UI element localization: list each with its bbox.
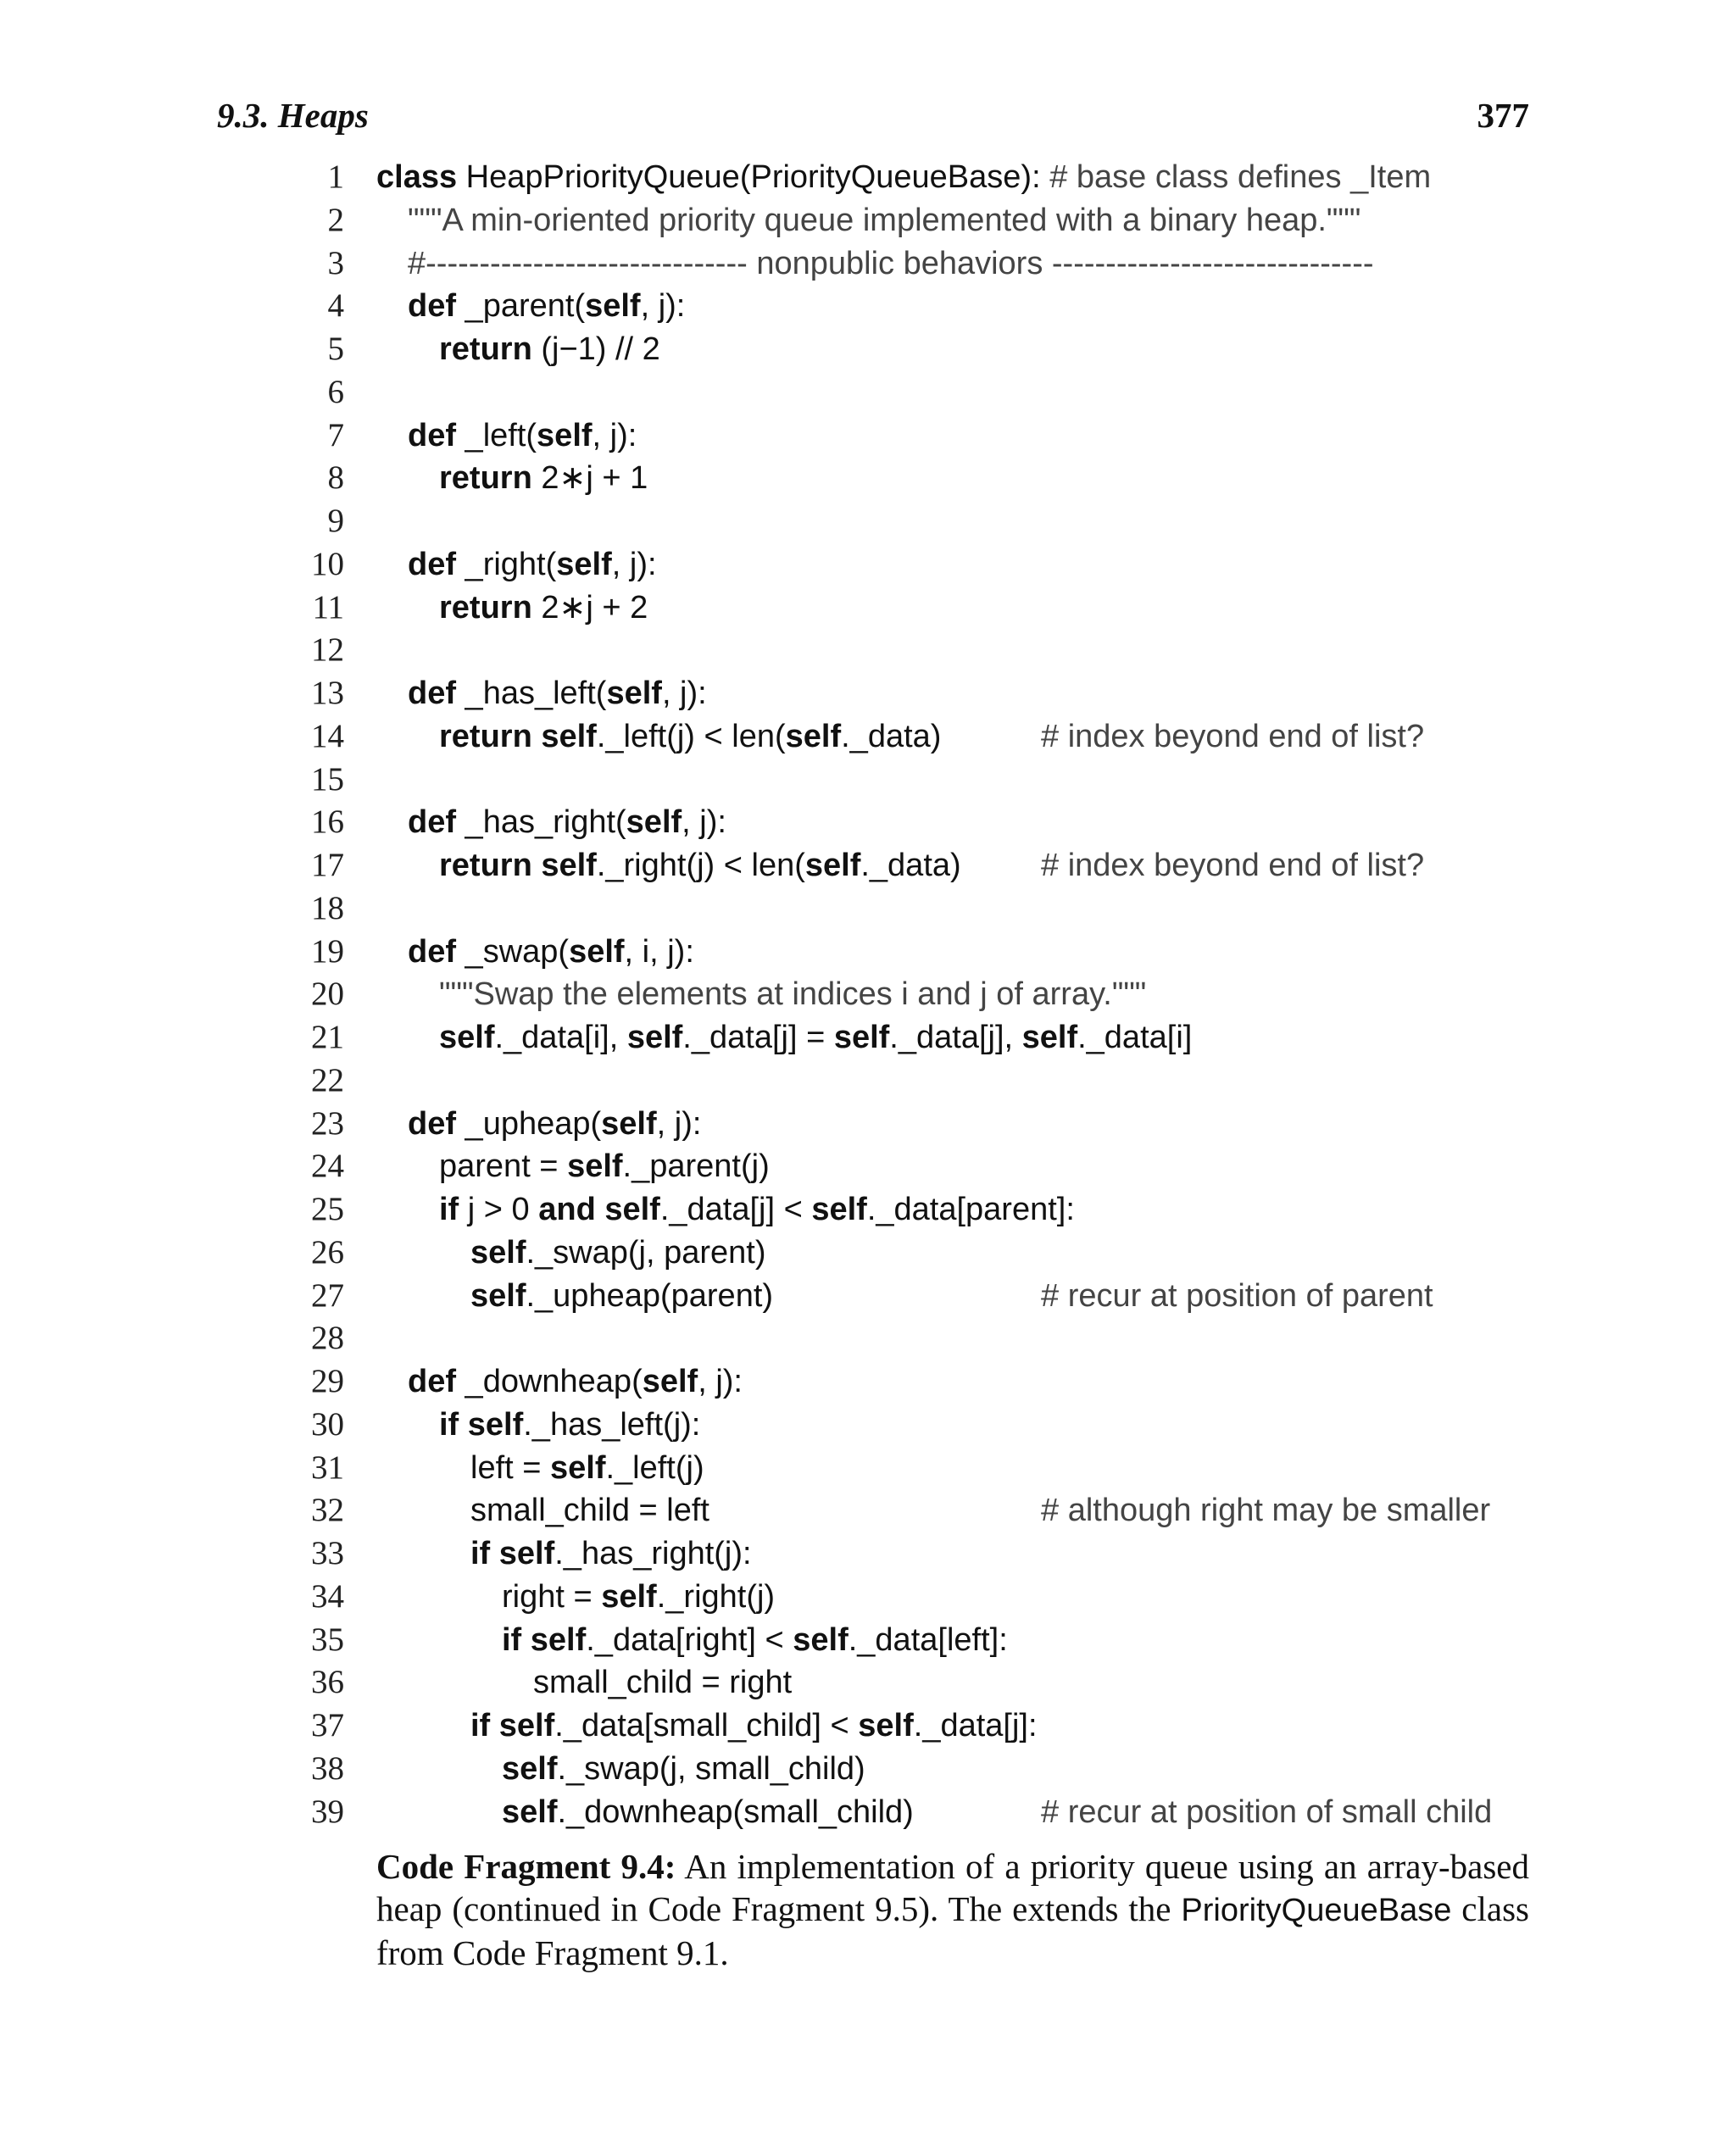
line-number: 39 (311, 1793, 344, 1830)
code-line (254, 543, 1577, 587)
code-comment: # recur at position of parent (1041, 1277, 1433, 1314)
line-number: 6 (327, 373, 344, 410)
code-text: return 2∗j + 1 (439, 460, 648, 497)
code-line (254, 629, 1577, 672)
code-text: def _right(self, j): (408, 546, 657, 582)
code-line (254, 1103, 1577, 1146)
line-number: 27 (311, 1276, 344, 1314)
line-number: 20 (311, 976, 344, 1013)
code-line (254, 1791, 1577, 1834)
code-text: def _has_left(self, j): (408, 676, 707, 711)
line-number: 11 (312, 588, 344, 626)
caption-text-before: An implementation of a priority queue using an array-based heap (continued in Code Fragment 9.5). The extends the (376, 1847, 1530, 1928)
code-text: self._data[i], self._data[j] = self._data[j], self._data[i] (439, 1020, 1193, 1055)
code-text: if self._data[small_child] < self._data[j]: (470, 1708, 1038, 1743)
code-line (254, 801, 1577, 844)
line-number: 9 (327, 503, 344, 539)
code-line (254, 1232, 1577, 1275)
line-number: 26 (311, 1233, 344, 1271)
code-line (254, 1059, 1577, 1103)
code-text: def _swap(self, i, j): (408, 933, 694, 970)
code-line (254, 887, 1577, 931)
line-number: 33 (311, 1535, 344, 1571)
line-number: 22 (311, 1061, 344, 1098)
line-number: 29 (311, 1363, 344, 1399)
code-text: return 2∗j + 2 (439, 589, 648, 626)
line-number: 5 (327, 331, 344, 367)
code-line (254, 1447, 1577, 1490)
line-number: 15 (311, 760, 344, 798)
code-line (254, 242, 1577, 286)
code-line (254, 371, 1577, 414)
code-fragment-caption (376, 1845, 1529, 1974)
code-line (254, 973, 1577, 1016)
code-text: if self._has_right(j): (470, 1536, 752, 1571)
code-text: small_child = left (470, 1493, 709, 1529)
line-number: 34 (311, 1577, 344, 1615)
code-text: """A min-oriented priority queue implemented with a binary heap.""" (408, 202, 1361, 238)
code-line (254, 1661, 1577, 1704)
line-number: 28 (311, 1320, 344, 1357)
line-number: 36 (311, 1664, 344, 1701)
code-listing (254, 156, 1577, 1833)
line-number: 31 (311, 1449, 344, 1486)
code-text: def _parent(self, j): (408, 288, 686, 325)
code-line (254, 1016, 1577, 1059)
line-number: 2 (327, 201, 344, 238)
line-number: 30 (311, 1405, 344, 1443)
section-title: 9.3. Heaps (217, 96, 369, 135)
line-number: 38 (311, 1749, 344, 1787)
code-text: class HeapPriorityQueue(PriorityQueueBase): # base class defines _Item (376, 159, 1432, 195)
code-text: small_child = right (533, 1665, 793, 1701)
code-text: parent = self._parent(j) (439, 1148, 770, 1185)
code-line (254, 1748, 1577, 1791)
code-text: right = self._right(j) (502, 1578, 776, 1615)
line-number: 24 (311, 1148, 344, 1185)
code-line (254, 1619, 1577, 1662)
code-text: return self._left(j) < len(self._data) (439, 718, 942, 754)
code-text: return self._right(j) < len(self._data) (439, 848, 961, 883)
line-number: 3 (327, 244, 344, 281)
code-line (254, 1489, 1577, 1532)
code-text: """Swap the elements at indices i and j of array.""" (439, 976, 1147, 1013)
code-text: def _upheap(self, j): (408, 1105, 702, 1142)
code-text: left = self._left(j) (470, 1449, 704, 1486)
code-text: def _has_right(self, j): (408, 804, 726, 841)
code-text: self._swap(j, small_child) (502, 1750, 865, 1787)
code-line (254, 1704, 1577, 1748)
caption-class-name: PriorityQueueBase (1181, 1893, 1452, 1928)
line-number: 1 (327, 158, 344, 195)
code-text: self._upheap(parent) (470, 1277, 774, 1314)
line-number: 16 (311, 804, 344, 841)
line-number: 14 (311, 717, 344, 754)
code-line (254, 672, 1577, 715)
page-number: 377 (1477, 96, 1529, 135)
code-line (254, 457, 1577, 500)
line-number: 8 (327, 459, 344, 497)
line-number: 23 (311, 1104, 344, 1142)
code-text: self._downheap(small_child) (502, 1793, 914, 1830)
code-line (254, 1188, 1577, 1232)
code-line (254, 1404, 1577, 1447)
code-line (254, 1532, 1577, 1576)
code-comment: # although right may be smaller (1041, 1493, 1491, 1529)
code-line (254, 1576, 1577, 1619)
code-text: if self._has_left(j): (439, 1406, 701, 1443)
caption-label: Code Fragment 9.4: (376, 1847, 676, 1886)
line-number: 21 (311, 1019, 344, 1055)
code-line (254, 844, 1577, 887)
line-number: 10 (311, 545, 344, 582)
line-number: 12 (311, 631, 344, 669)
code-line (254, 199, 1577, 242)
line-number: 17 (311, 847, 344, 883)
code-text: def _downheap(self, j): (408, 1364, 743, 1399)
line-number: 19 (311, 932, 344, 970)
caption-text-after: class from Code Fragment 9.1. (376, 1889, 1529, 1972)
line-number: 13 (311, 675, 344, 711)
code-text: self._swap(j, parent) (470, 1234, 766, 1271)
code-line (254, 500, 1577, 543)
code-text: return (j−1) // 2 (439, 331, 660, 367)
code-line (254, 587, 1577, 630)
code-line (254, 285, 1577, 328)
code-line (254, 715, 1577, 759)
line-number: 32 (311, 1492, 344, 1529)
line-number: 37 (311, 1707, 344, 1743)
code-line (254, 1317, 1577, 1360)
code-line (254, 328, 1577, 371)
line-number: 4 (327, 287, 344, 325)
code-line (254, 414, 1577, 458)
code-line (254, 156, 1577, 199)
code-line (254, 1360, 1577, 1404)
line-number: 18 (311, 889, 344, 926)
code-line (254, 759, 1577, 802)
code-line (254, 1145, 1577, 1188)
code-text: #------------------------------ nonpublic behaviors ------------------------------ (408, 245, 1374, 281)
code-text: if self._data[right] < self._data[left]: (502, 1621, 1008, 1658)
line-number: 35 (311, 1621, 344, 1658)
code-comment: # recur at position of small child (1041, 1793, 1493, 1830)
code-text: if j > 0 and self._data[j] < self._data[parent]: (439, 1192, 1075, 1227)
code-line (254, 1275, 1577, 1318)
running-head (217, 95, 1529, 146)
code-comment: # index beyond end of list? (1041, 718, 1425, 754)
line-number: 25 (311, 1191, 344, 1227)
line-number: 7 (327, 416, 344, 453)
code-comment: # index beyond end of list? (1041, 848, 1425, 883)
code-line (254, 931, 1577, 974)
code-text: def _left(self, j): (408, 417, 637, 453)
